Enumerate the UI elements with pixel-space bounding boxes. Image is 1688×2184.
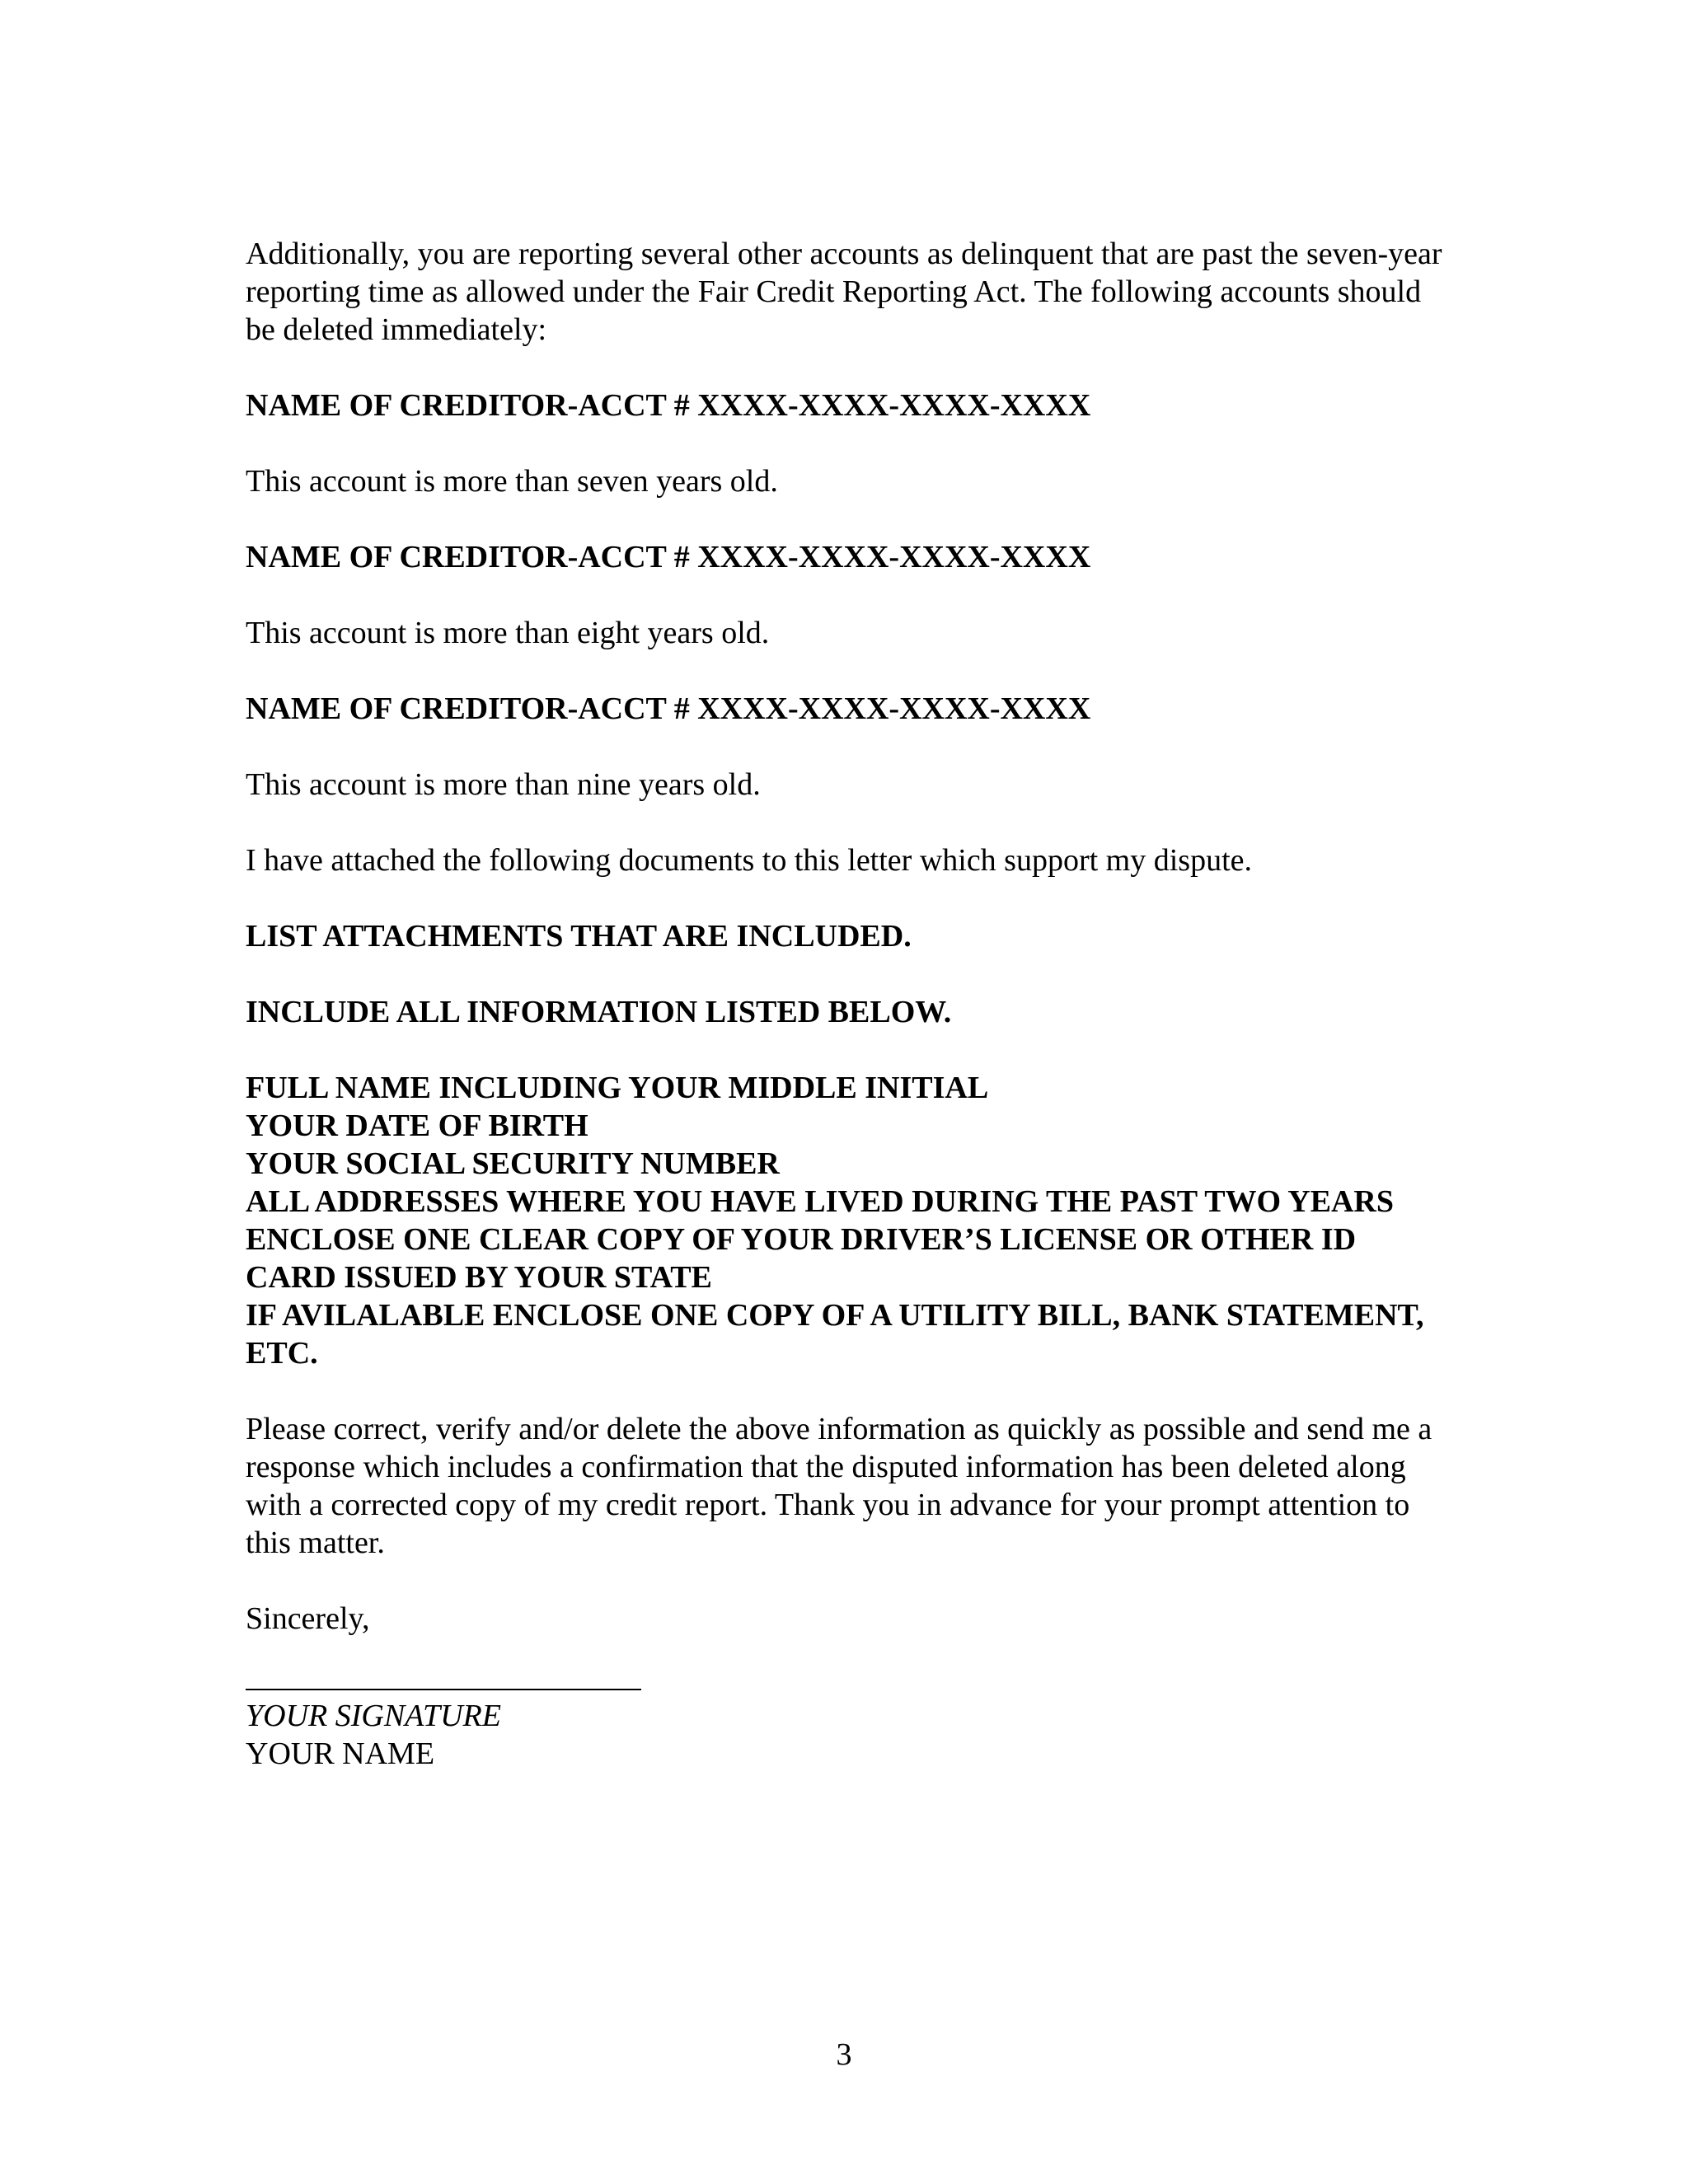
intro-paragraph: Additionally, you are reporting several other accounts as delinquent that are past the seven-year reporting time as allowed under the Fair Credit Reporting Act. The following accounts should be deleted immediately: xyxy=(246,237,1442,347)
creditor-account-1: NAME OF CREDITOR-ACCT # XXXX-XXXX-XXXX-XXXX xyxy=(246,388,1091,423)
info-item-addresses: ALL ADDRESSES WHERE YOU HAVE LIVED DURING THE PAST TWO YEARS xyxy=(246,1184,1395,1219)
signature-line xyxy=(246,1677,641,1690)
info-item-utility-bill: IF AVILALABLE ENCLOSE ONE COPY OF A UTILITY BILL, BANK STATEMENT, ETC. xyxy=(246,1298,1424,1371)
letter-body xyxy=(246,235,1449,1773)
creditor-account-2: NAME OF CREDITOR-ACCT # XXXX-XXXX-XXXX-XXXX xyxy=(246,540,1091,574)
info-item-ssn: YOUR SOCIAL SECURITY NUMBER xyxy=(246,1146,780,1181)
account-age-3: This account is more than nine years old. xyxy=(246,767,761,802)
signoff: Sincerely, xyxy=(246,1601,370,1636)
creditor-account-3: NAME OF CREDITOR-ACCT # XXXX-XXXX-XXXX-XXXX xyxy=(246,691,1091,726)
name-label: YOUR NAME xyxy=(246,1736,435,1771)
account-age-2: This account is more than eight years old. xyxy=(246,616,770,650)
closing-request-paragraph: Please correct, verify and/or delete the above information as quickly as possible and send me a response which includes a confirmation that the disputed information has been deleted along with a corrected copy of my credit report. Thank you in advance for your prompt attention to this matter. xyxy=(246,1412,1432,1560)
attached-documents-paragraph: I have attached the following documents to this letter which support my dispute. xyxy=(246,843,1253,878)
page-number: 3 xyxy=(836,2037,852,2072)
account-age-1: This account is more than seven years old. xyxy=(246,464,778,499)
list-attachments-heading: LIST ATTACHMENTS THAT ARE INCLUDED. xyxy=(246,919,912,954)
info-item-full-name: FULL NAME INCLUDING YOUR MIDDLE INITIAL xyxy=(246,1071,989,1105)
signature-label: YOUR SIGNATURE xyxy=(246,1699,501,1733)
info-item-date-of-birth: YOUR DATE OF BIRTH xyxy=(246,1108,588,1143)
include-all-heading: INCLUDE ALL INFORMATION LISTED BELOW. xyxy=(246,995,952,1029)
info-item-id-card: ENCLOSE ONE CLEAR COPY OF YOUR DRIVER’S LICENSE OR OTHER ID CARD ISSUED BY YOUR STATE xyxy=(246,1222,1357,1295)
required-information-list xyxy=(246,1069,1449,1372)
